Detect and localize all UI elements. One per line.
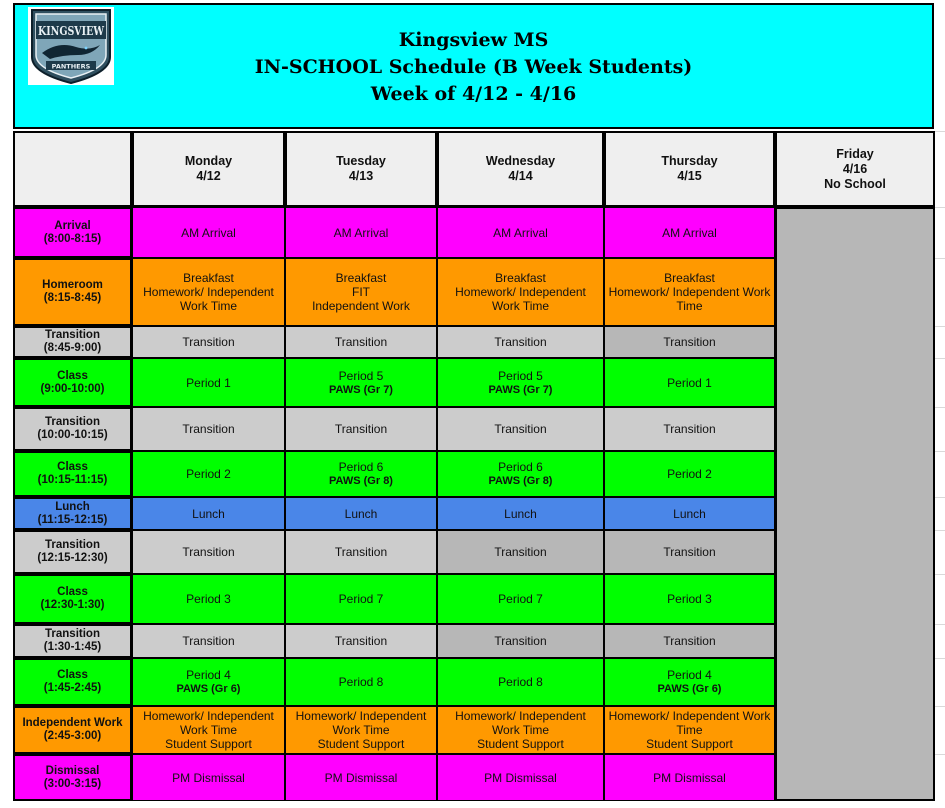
schedule-cell bbox=[604, 706, 775, 754]
sheet-gridline bbox=[935, 326, 945, 327]
cell-text: Student Support bbox=[477, 737, 564, 751]
schedule-cell bbox=[132, 658, 285, 706]
schedule-cell bbox=[437, 574, 604, 624]
schedule-cell bbox=[604, 574, 775, 624]
cell-text: Period 1 bbox=[186, 375, 231, 390]
cell-text: Transition bbox=[334, 422, 388, 436]
period-time: (10:00-10:15) bbox=[37, 429, 108, 441]
schedule-cell bbox=[132, 754, 285, 801]
day-name: Monday bbox=[184, 154, 233, 168]
corner-cell bbox=[13, 131, 132, 207]
cell-text: AM Arrival bbox=[662, 225, 717, 240]
period-time: (8:15-8:45) bbox=[43, 292, 102, 304]
period-time: (12:30-1:30) bbox=[40, 599, 105, 611]
schedule-cell bbox=[285, 530, 437, 574]
period-name: Transition bbox=[45, 329, 100, 341]
cell-text: AM Arrival bbox=[333, 225, 389, 240]
schedule-cell bbox=[132, 358, 285, 407]
cell-text: Period 5 bbox=[498, 368, 543, 383]
sheet-gridline bbox=[935, 624, 945, 625]
day-date: 4/16 bbox=[842, 162, 868, 176]
period-name: Class bbox=[57, 669, 88, 681]
day-date: 4/14 bbox=[508, 169, 533, 183]
cell-text: Transition bbox=[334, 545, 388, 559]
schedule-cell bbox=[132, 326, 285, 358]
sheet-gridline bbox=[935, 207, 945, 208]
sheet-gridline bbox=[935, 754, 945, 755]
period-name: Independent Work bbox=[22, 717, 123, 729]
sheet-gridline bbox=[935, 497, 945, 498]
cell-text: Transition bbox=[182, 422, 235, 436]
period-name: Arrival bbox=[54, 219, 91, 232]
schedule-cell bbox=[285, 658, 437, 706]
schedule-cell bbox=[285, 326, 437, 358]
cell-text: Homework/ Independent bbox=[455, 285, 586, 299]
schedule-cell bbox=[285, 451, 437, 497]
cell-text: Homework/ Independent Work bbox=[608, 709, 771, 723]
cell-text: Period 4 bbox=[667, 668, 712, 682]
cell-text: Breakfast bbox=[495, 271, 546, 285]
schedule-cell bbox=[132, 407, 285, 451]
cell-bold-text: PAWS (Gr 7) bbox=[488, 383, 553, 396]
cell-text: Lunch bbox=[504, 506, 537, 521]
cell-text: Homework/ Independent bbox=[295, 709, 427, 723]
schedule-cell bbox=[437, 658, 604, 706]
period-name: Transition bbox=[45, 539, 100, 551]
schedule-cell bbox=[132, 706, 285, 754]
cell-text: Time bbox=[676, 299, 703, 313]
period-time: (3:00-3:15) bbox=[43, 777, 102, 790]
schedule-cell bbox=[604, 407, 775, 451]
cell-text: Work Time bbox=[179, 299, 238, 313]
schedule-cell bbox=[132, 451, 285, 497]
schedule-cell bbox=[132, 207, 285, 258]
cell-text: Transition bbox=[494, 634, 547, 648]
schedule-cell bbox=[604, 258, 775, 326]
schedule-cell bbox=[285, 207, 437, 258]
cell-text: Lunch bbox=[673, 506, 706, 521]
cell-text: Student Support bbox=[317, 737, 405, 751]
row-label-6 bbox=[13, 497, 132, 530]
cell-text: PM Dismissal bbox=[484, 770, 557, 785]
row-label-11 bbox=[13, 706, 132, 754]
day-date: 4/13 bbox=[348, 169, 374, 183]
period-time: (8:00-8:15) bbox=[43, 232, 102, 245]
schedule-cell bbox=[437, 624, 604, 658]
cell-text: Time bbox=[676, 723, 703, 737]
schedule-cell bbox=[604, 624, 775, 658]
period-name: Class bbox=[57, 369, 88, 382]
cell-bold-text: PAWS (Gr 8) bbox=[488, 475, 553, 487]
period-name: Class bbox=[57, 586, 88, 598]
cell-text: PM Dismissal bbox=[653, 770, 726, 785]
day-name: Tuesday bbox=[336, 154, 386, 168]
sheet-gridline bbox=[935, 706, 945, 707]
schedule-cell bbox=[132, 258, 285, 326]
period-time: (1:30-1:45) bbox=[43, 641, 102, 653]
day-date: 4/15 bbox=[677, 169, 702, 183]
cell-bold-text: PAWS (Gr 8) bbox=[329, 475, 393, 487]
schedule-cell bbox=[604, 754, 775, 801]
row-label-9 bbox=[13, 624, 132, 658]
day-header-wednesday bbox=[437, 131, 604, 207]
schedule-cell bbox=[437, 706, 604, 754]
row-label-3 bbox=[13, 358, 132, 407]
schedule-cell bbox=[604, 530, 775, 574]
day-name: Friday bbox=[836, 147, 874, 161]
row-label-2 bbox=[13, 326, 132, 358]
cell-text: Transition bbox=[663, 335, 716, 349]
period-name: Transition bbox=[45, 416, 100, 428]
cell-text: Breakfast bbox=[183, 271, 234, 285]
week-range: Week of 4/12 - 4/16 bbox=[370, 83, 577, 105]
cell-text: Period 3 bbox=[667, 592, 712, 606]
cell-text: Work Time bbox=[332, 723, 390, 737]
cell-text: PM Dismissal bbox=[172, 770, 245, 785]
period-name: Transition bbox=[45, 628, 100, 640]
schedule-cell bbox=[285, 754, 437, 801]
period-time: (1:45-2:45) bbox=[43, 682, 102, 694]
schedule-cell bbox=[437, 358, 604, 407]
day-name: Thursday bbox=[661, 154, 718, 168]
period-name: Lunch bbox=[55, 500, 90, 513]
schedule-cell bbox=[437, 530, 604, 574]
cell-text: Period 5 bbox=[338, 368, 384, 383]
schedule-cell bbox=[604, 497, 775, 530]
cell-text: Period 2 bbox=[186, 467, 231, 481]
cell-bold-text: PAWS (Gr 7) bbox=[329, 383, 393, 396]
schedule-cell bbox=[437, 451, 604, 497]
schedule-cell bbox=[285, 706, 437, 754]
schedule-cell bbox=[285, 407, 437, 451]
cell-text: Homework/ Independent bbox=[455, 709, 586, 723]
sheet-gridline bbox=[935, 258, 945, 259]
cell-text: Student Support bbox=[165, 737, 252, 751]
cell-text: Period 3 bbox=[186, 592, 231, 606]
schedule-cell bbox=[132, 624, 285, 658]
day-note: No School bbox=[824, 177, 886, 191]
cell-text: Homework/ Independent bbox=[143, 709, 274, 723]
cell-text: Work Time bbox=[179, 723, 238, 737]
cell-text: Period 7 bbox=[498, 592, 543, 606]
schedule-cell bbox=[132, 574, 285, 624]
schedule-cell bbox=[437, 207, 604, 258]
cell-text: Period 7 bbox=[338, 592, 384, 606]
cell-text: Transition bbox=[182, 335, 235, 349]
period-name: Class bbox=[57, 461, 88, 473]
cell-text: Homework/ Independent bbox=[143, 285, 274, 299]
schedule-cell bbox=[285, 624, 437, 658]
row-label-4 bbox=[13, 407, 132, 451]
cell-text: Transition bbox=[494, 422, 547, 436]
schedule-cell bbox=[437, 754, 604, 801]
cell-text: Transition bbox=[663, 634, 716, 648]
cell-bold-text: PAWS (Gr 6) bbox=[176, 683, 241, 695]
cell-text: Breakfast bbox=[664, 271, 715, 285]
schedule-cell bbox=[437, 407, 604, 451]
cell-text: Period 6 bbox=[498, 460, 543, 474]
cell-text: PM Dismissal bbox=[324, 770, 398, 785]
schedule-cell bbox=[132, 497, 285, 530]
row-label-1 bbox=[13, 258, 132, 326]
schedule-cell bbox=[285, 574, 437, 624]
period-time: (12:15-12:30) bbox=[37, 552, 108, 564]
day-header-thursday bbox=[604, 131, 775, 207]
cell-text: Period 6 bbox=[338, 460, 384, 474]
sheet-gridline bbox=[935, 658, 945, 659]
sheet-gridline bbox=[935, 407, 945, 408]
cell-text: Transition bbox=[334, 335, 388, 349]
period-name: Dismissal bbox=[45, 764, 100, 777]
sheet-gridline bbox=[935, 451, 945, 452]
cell-text: Period 8 bbox=[498, 675, 543, 689]
schedule-cell bbox=[604, 358, 775, 407]
row-label-0 bbox=[13, 207, 132, 258]
friday-no-school-column bbox=[775, 207, 935, 801]
cell-text: FIT bbox=[352, 285, 370, 299]
schedule-cell bbox=[132, 530, 285, 574]
cell-text: AM Arrival bbox=[181, 225, 236, 240]
cell-text: Breakfast bbox=[335, 271, 387, 285]
row-label-10 bbox=[13, 658, 132, 706]
schedule-cell bbox=[604, 207, 775, 258]
cell-text: Transition bbox=[334, 634, 388, 648]
sheet-gridline bbox=[935, 358, 945, 359]
day-name: Wednesday bbox=[485, 154, 556, 168]
cell-text: Period 4 bbox=[186, 668, 231, 682]
schedule-cell bbox=[285, 358, 437, 407]
logo-subtext: PANTHERS bbox=[51, 62, 91, 71]
cell-text: Transition bbox=[182, 634, 235, 648]
period-name: Homeroom bbox=[42, 279, 103, 291]
cell-text: Transition bbox=[494, 545, 547, 559]
cell-text: Work Time bbox=[491, 723, 550, 737]
day-header-tuesday bbox=[285, 131, 437, 207]
schedule-cell bbox=[285, 258, 437, 326]
period-time: (2:45-3:00) bbox=[43, 730, 102, 742]
schedule-cell bbox=[604, 326, 775, 358]
period-time: (11:15-12:15) bbox=[37, 513, 108, 526]
cell-text: Homework/ Independent Work bbox=[608, 285, 771, 299]
day-date: 4/12 bbox=[196, 169, 221, 183]
schedule-subtitle: IN-SCHOOL Schedule (B Week Students) bbox=[254, 56, 693, 78]
schedule-title bbox=[15, 27, 932, 108]
school-name: Kingsview MS bbox=[398, 29, 549, 51]
logo-text: KINGSVIEW bbox=[38, 24, 105, 38]
period-time: (9:00-10:00) bbox=[40, 382, 105, 395]
schedule-cell bbox=[604, 658, 775, 706]
row-label-5 bbox=[13, 451, 132, 497]
row-label-12 bbox=[13, 754, 132, 801]
cell-text: Period 2 bbox=[667, 467, 712, 481]
cell-text: AM Arrival bbox=[493, 225, 548, 240]
cell-text: Period 8 bbox=[338, 675, 384, 689]
cell-text: Period 1 bbox=[667, 375, 712, 390]
day-header-friday bbox=[775, 131, 935, 207]
sheet-gridline bbox=[935, 131, 945, 132]
cell-text: Lunch bbox=[344, 506, 378, 521]
schedule-cell bbox=[437, 497, 604, 530]
cell-bold-text: PAWS (Gr 6) bbox=[657, 683, 722, 695]
cell-text: Independent Work bbox=[312, 299, 410, 313]
cell-text: Lunch bbox=[192, 506, 225, 521]
cell-text: Transition bbox=[494, 335, 547, 349]
schedule-cell bbox=[285, 497, 437, 530]
sheet-gridline bbox=[935, 530, 945, 531]
cell-text: Work Time bbox=[491, 299, 550, 313]
period-time: (10:15-11:15) bbox=[37, 474, 108, 486]
schedule-cell bbox=[604, 451, 775, 497]
cell-text: Transition bbox=[182, 545, 235, 559]
sheet-gridline bbox=[935, 574, 945, 575]
cell-text: Transition bbox=[663, 545, 716, 559]
schedule-cell bbox=[437, 258, 604, 326]
title-banner bbox=[13, 3, 934, 129]
schedule-cell bbox=[437, 326, 604, 358]
row-label-7 bbox=[13, 530, 132, 574]
cell-text: Student Support bbox=[646, 737, 733, 751]
row-label-8 bbox=[13, 574, 132, 624]
day-header-monday bbox=[132, 131, 285, 207]
period-time: (8:45-9:00) bbox=[43, 342, 102, 354]
cell-text: Transition bbox=[663, 422, 716, 436]
